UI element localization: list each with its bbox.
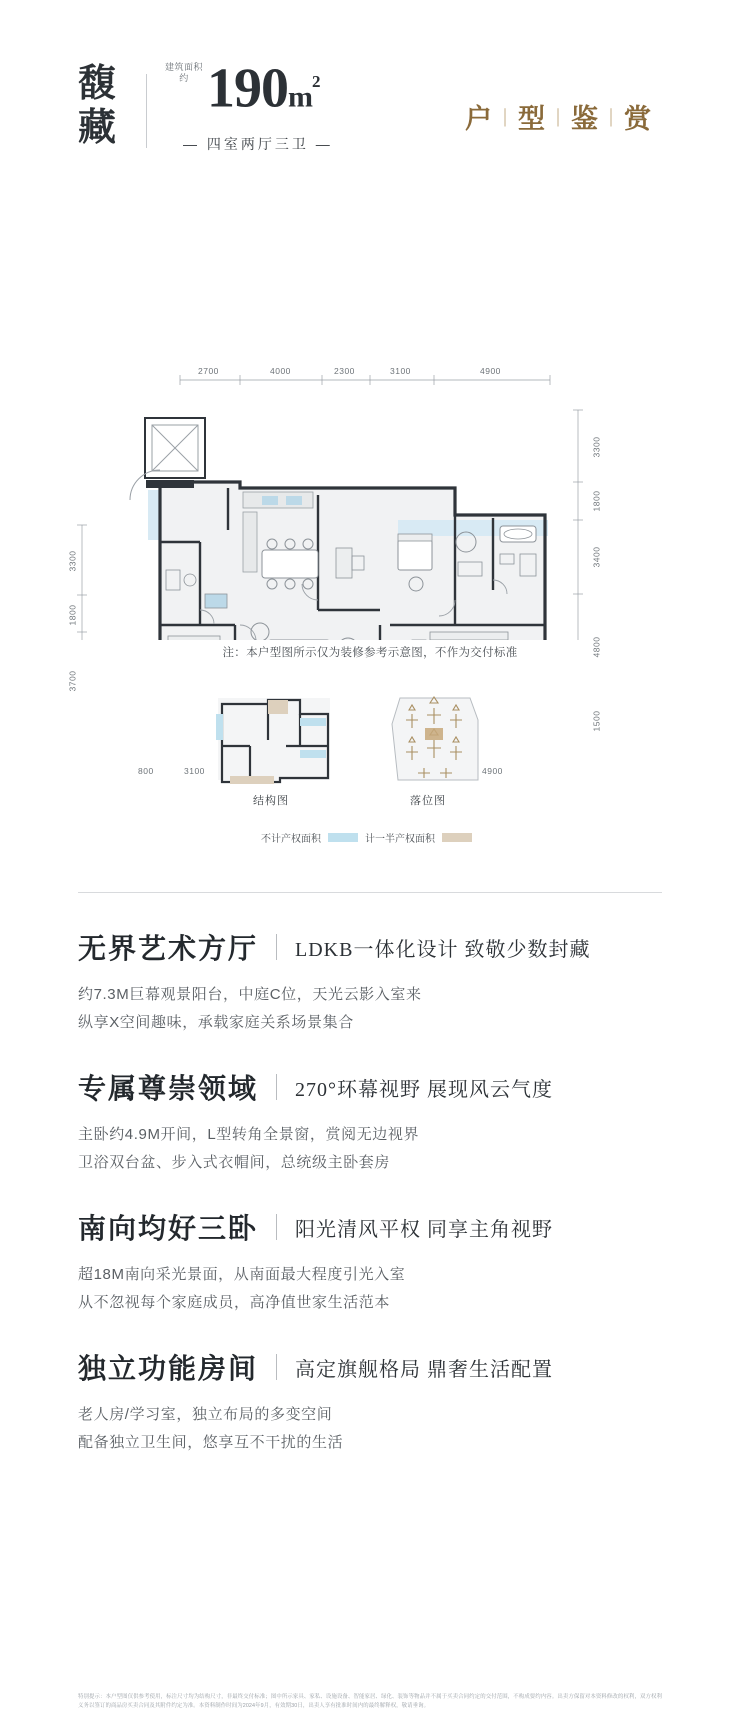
feature-title: 南向均好三卧	[78, 1214, 259, 1245]
dim-top-5: 4900	[480, 366, 501, 376]
dim-bottom-2: 3100	[184, 766, 205, 776]
header-divider	[146, 74, 147, 148]
dim-top-2: 4000	[270, 366, 291, 376]
feature-heading	[78, 1347, 662, 1387]
feature-bar	[276, 1074, 277, 1100]
feature-subtitle: 高定旗舰格局 鼎奢生活配置	[295, 1358, 554, 1381]
legend-swatch-tan	[442, 833, 472, 842]
dim-right-2: 1800	[591, 490, 602, 512]
dim-right-5: 1500	[591, 710, 602, 732]
bedroom-sw-furniture	[168, 636, 228, 640]
feature-heading	[78, 1067, 662, 1107]
feature-line: 老人房/学习室，独立布局的多变空间	[78, 1406, 333, 1423]
title-sep-3: |	[608, 105, 614, 127]
area-unit: m	[288, 80, 312, 114]
floorplan-drawing	[0, 170, 740, 640]
dim-right-1: 3300	[591, 436, 602, 458]
title-word-1: 户	[464, 104, 493, 134]
title-word-4: 赏	[624, 104, 652, 134]
feature-block	[78, 1207, 662, 1317]
feature-line: 从不忽视每个家庭成员，高净值世家生活范本	[78, 1294, 391, 1311]
feature-line: 约7.3M巨幕观景阳台，中庭C位，天光云影入室来	[78, 986, 422, 1003]
structure-diagram	[216, 698, 330, 784]
feature-subtitle: 阳光清风平权 同享主角视野	[295, 1218, 554, 1241]
feature-line: 超18M南向采光景面，从南面最大程度引光入室	[78, 1266, 406, 1283]
entry-core	[145, 418, 205, 488]
dim-top-3: 2300	[334, 366, 355, 376]
feature-line: 纵享X空间趣味，承载家庭关系场景集合	[78, 1014, 354, 1031]
dim-right-3: 3400	[591, 546, 602, 568]
feature-bar	[276, 934, 277, 960]
right-dimension-line	[573, 410, 583, 640]
dim-left-3: 3700	[67, 670, 78, 692]
dim-top-4: 3100	[390, 366, 411, 376]
feature-subtitle: 270°环幕视野 展现风云气度	[295, 1078, 554, 1101]
dim-bottom-5: 4900	[482, 766, 503, 776]
dim-right-4: 4800	[591, 636, 602, 658]
title-word-3: 鉴	[570, 104, 599, 134]
legend-label-2: 计一半产权面积	[365, 834, 435, 845]
page-header	[0, 0, 740, 160]
title-sep-1: |	[502, 105, 508, 127]
legend	[261, 830, 479, 845]
dim-bottom-1: 800	[138, 766, 154, 776]
dim-left-2: 1800	[67, 604, 78, 626]
legend-swatch-blue	[328, 833, 358, 842]
mini-diagrams-section	[0, 684, 740, 864]
position-diagram-label: 落位图	[410, 795, 446, 807]
disclaimer-text: 特别提示：本户型图仅供参考使用，标注尺寸均为结构尺寸，非最终交付标准；图中所示家具、家私、设施设备、智能家居、绿化、装饰等物品并不属于买卖合同约定的交付范围，不构成要约内容。出卖方保留对本资料修改的权利，双方权利义务以签订的商品房买卖合同及其附件约定为准。本资料制作时间为2024年9月，有效期30日，出卖人享有批准时间内的最终解释权，敬请垂询。	[78, 1694, 662, 1709]
area-number: 190	[207, 57, 288, 120]
structure-diagram-label: 结构图	[253, 795, 289, 807]
area-unit-superscript: 2	[312, 72, 320, 91]
title-sep-2: |	[555, 105, 561, 127]
project-name: 馥藏	[78, 62, 119, 149]
feature-block	[78, 1347, 662, 1457]
title-word-2: 型	[517, 104, 546, 134]
dim-top-1: 2700	[198, 366, 219, 376]
dim-left-1: 3300	[67, 550, 78, 572]
top-dimension-line	[180, 375, 550, 385]
feature-title: 独立功能房间	[78, 1354, 259, 1385]
feature-block	[78, 927, 662, 1037]
feature-heading	[78, 927, 662, 967]
plan-note: 注：本户型图所示仅为装修参考示意图，不作为交付标准	[222, 647, 518, 659]
area-block	[163, 48, 333, 154]
position-diagram	[392, 697, 478, 780]
left-dimension-line	[77, 525, 87, 640]
legend-label-1: 不计产权面积	[261, 834, 321, 845]
feature-heading	[78, 1207, 662, 1247]
feature-block	[78, 1067, 662, 1177]
feature-line: 主卧约4.9M开间，L型转角全景窗，赏阅无边视界	[78, 1126, 420, 1143]
header-title-right	[455, 97, 662, 136]
feature-subtitle: LDKB一体化设计 致敬少数封藏	[295, 938, 591, 961]
feature-bar	[276, 1214, 277, 1240]
layout-summary: — 四室两厅三卫 —	[183, 135, 333, 152]
feature-bar	[276, 1354, 277, 1380]
feature-title: 无界艺术方厅	[78, 934, 259, 965]
feature-title: 专属尊崇领域	[78, 1074, 259, 1105]
area-caption: 建筑面积约	[164, 62, 203, 83]
feature-line: 卫浴双台盆、步入式衣帽间，总统级主卧套房	[78, 1154, 391, 1171]
features-section	[0, 893, 740, 1457]
feature-line: 配备独立卫生间，悠享互不干扰的生活	[78, 1434, 344, 1451]
